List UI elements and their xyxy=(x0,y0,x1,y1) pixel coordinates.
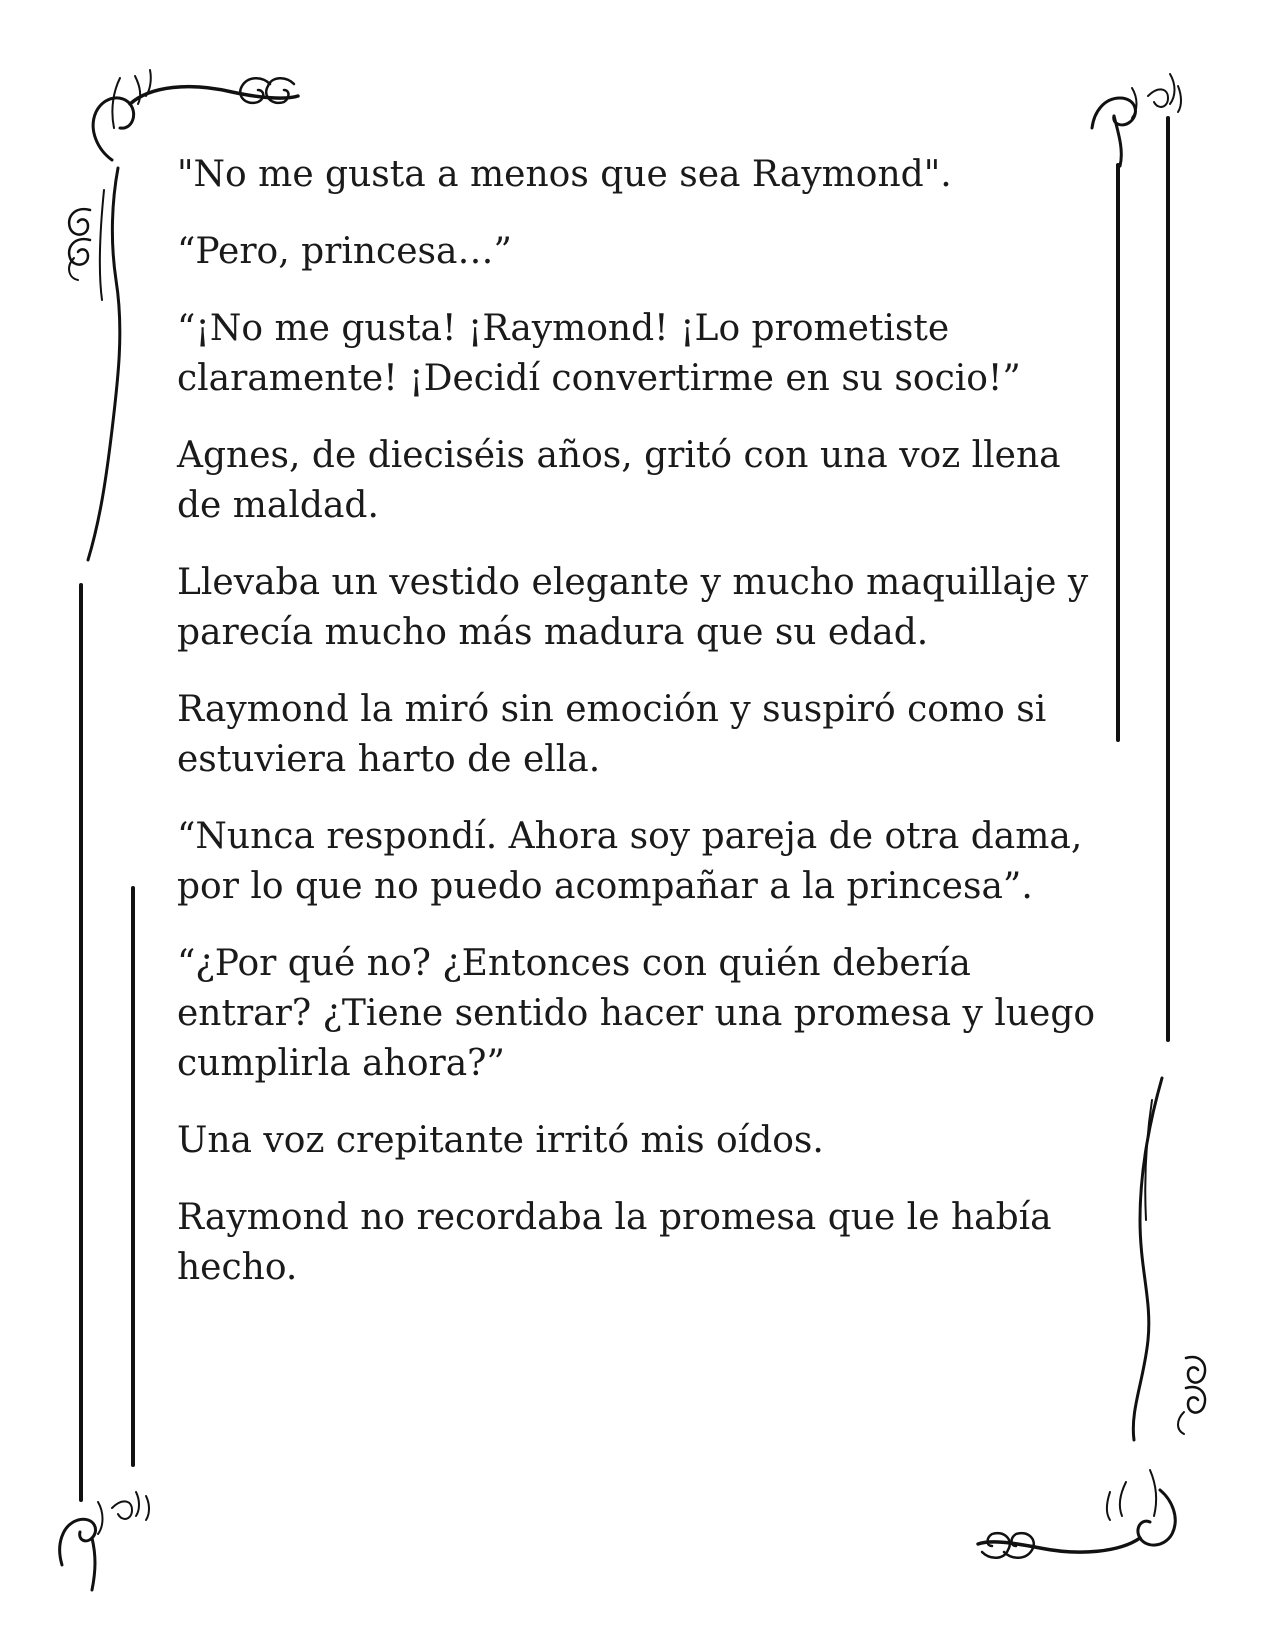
paragraph-9: Una voz crepitante irritó mis oídos. xyxy=(177,1120,824,1161)
paragraph-10: Raymond no recordaba la promesa que le había hecho. xyxy=(177,1197,1052,1288)
bottom-left-flourish-icon xyxy=(60,1492,149,1590)
paragraph-5: Llevaba un vestido elegante y mucho maquillaje y parecía mucho más madura que su edad. xyxy=(177,562,1089,653)
paragraph-1: "No me gusta a menos que sea Raymond". xyxy=(177,154,952,195)
paragraph-8: “¿Por qué no? ¿Entonces con quién debería entrar? ¿Tiene sentido hacer una promesa y luego cumplirla ahora?” xyxy=(177,943,1096,1084)
paragraph-4: Agnes, de dieciséis años, gritó con una voz llena de maldad. xyxy=(177,435,1061,526)
paragraph-3: “¡No me gusta! ¡Raymond! ¡Lo prometiste claramente! ¡Decidí convertirme en su socio!” xyxy=(177,308,1021,399)
paragraph-2: “Pero, princesa…” xyxy=(177,231,512,272)
story-text xyxy=(177,150,1112,1320)
paragraph-6: Raymond la miró sin emoción y suspiró como si estuviera harto de ella. xyxy=(177,689,1047,780)
paragraph-7: “Nunca respondí. Ahora soy pareja de otra dama, por lo que no puedo acompañar a la princesa”. xyxy=(177,816,1083,907)
